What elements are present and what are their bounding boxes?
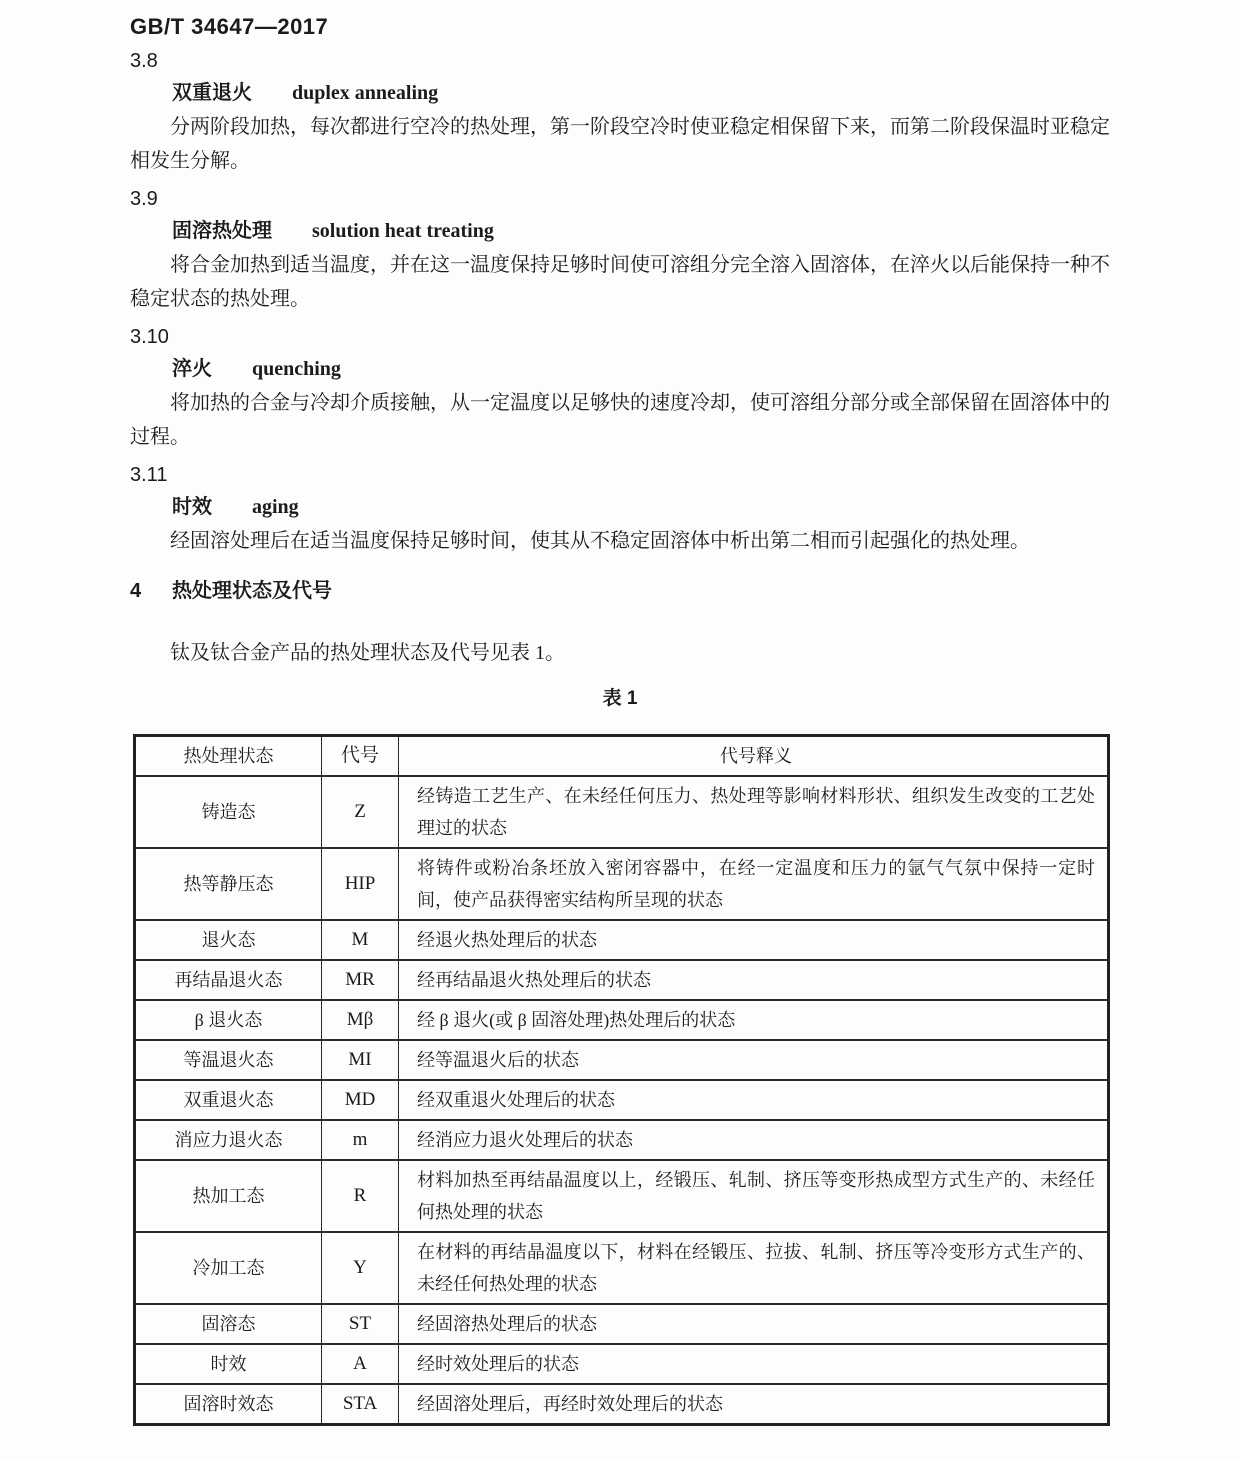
- section-4-heading: [130, 576, 1110, 606]
- cell-meaning: 经退火热处理后的状态: [399, 920, 1109, 960]
- cell-state: 固溶时效态: [135, 1384, 322, 1425]
- term-english: solution heat treating: [312, 220, 494, 242]
- cell-code: m: [322, 1120, 399, 1160]
- cell-code: Mβ: [322, 1000, 399, 1040]
- table-1-caption: 表 1: [602, 688, 638, 709]
- cell-meaning: 经消应力退火处理后的状态: [399, 1120, 1109, 1160]
- term-line: [130, 76, 1110, 110]
- table-header: [135, 736, 1109, 777]
- definition-text: 经固溶处理后在适当温度保持足够时间，使其从不稳定固溶体中析出第二相而引起强化的热处理。: [170, 530, 1030, 552]
- section-number: 4: [130, 580, 142, 602]
- term-line: [130, 490, 1110, 524]
- col-header-state: 热处理状态: [135, 736, 322, 777]
- cell-state: 热等静压态: [135, 848, 322, 920]
- definition-block-3-8: [130, 46, 1110, 178]
- cell-state: 消应力退火态: [135, 1120, 322, 1160]
- definition-text: 将合金加热到适当温度，并在这一温度保持足够时间使可溶组分完全溶入固溶体，在淬火以后能保持一种不稳定状态的热处理。: [130, 254, 1110, 310]
- cell-code: MD: [322, 1080, 399, 1120]
- clause-number: 3.10: [130, 326, 169, 348]
- cell-code: HIP: [322, 848, 399, 920]
- cell-state: 冷加工态: [135, 1232, 322, 1304]
- cell-meaning: 经再结晶退火热处理后的状态: [399, 960, 1109, 1000]
- cell-state: 退火态: [135, 920, 322, 960]
- clause-number: 3.9: [130, 188, 158, 210]
- col-header-meaning: 代号释义: [399, 736, 1109, 777]
- col-header-code: 代号: [322, 736, 399, 777]
- cell-meaning: 经 β 退火(或 β 固溶处理)热处理后的状态: [399, 1000, 1109, 1040]
- cell-state: 固溶态: [135, 1304, 322, 1344]
- term-chinese: 双重退火: [172, 82, 252, 104]
- cell-code: M: [322, 920, 399, 960]
- cell-meaning: 将铸件或粉冶条坯放入密闭容器中，在经一定温度和压力的氩气气氛中保持一定时间，使产品获得密实结构所呈现的状态: [399, 848, 1109, 920]
- clause-number: 3.11: [130, 464, 168, 486]
- definition-text: 分两阶段加热，每次都进行空冷的热处理，第一阶段空冷时使亚稳定相保留下来，而第二阶段保温时亚稳定相发生分解。: [130, 116, 1110, 172]
- cell-code: A: [322, 1344, 399, 1384]
- cell-code: MI: [322, 1040, 399, 1080]
- term-chinese: 时效: [172, 496, 212, 518]
- definition-block-3-10: [130, 322, 1110, 454]
- cell-state: 双重退火态: [135, 1080, 322, 1120]
- table-row: [135, 1120, 1109, 1160]
- term-line: [130, 214, 1110, 248]
- cell-code: MR: [322, 960, 399, 1000]
- term-chinese: 固溶热处理: [172, 220, 272, 242]
- heat-treatment-codes-table: [133, 734, 1110, 1426]
- cell-meaning: 经固溶处理后，再经时效处理后的状态: [399, 1384, 1109, 1425]
- table-row: [135, 848, 1109, 920]
- definition-block-3-11: [130, 460, 1110, 558]
- cell-meaning: 经双重退火处理后的状态: [399, 1080, 1109, 1120]
- table-row: [135, 960, 1109, 1000]
- term-english: quenching: [252, 358, 341, 380]
- section-title: 热处理状态及代号: [172, 580, 332, 602]
- standard-number-header: GB/T 34647—2017: [130, 14, 329, 39]
- definition-block-3-9: [130, 184, 1110, 316]
- cell-state: 热加工态: [135, 1160, 322, 1232]
- table-row: [135, 1160, 1109, 1232]
- table-row: [135, 1080, 1109, 1120]
- cell-state: 等温退火态: [135, 1040, 322, 1080]
- cell-meaning: 材料加热至再结晶温度以上，经锻压、轧制、挤压等变形热成型方式生产的、未经任何热处理的状态: [399, 1160, 1109, 1232]
- cell-meaning: 经固溶热处理后的状态: [399, 1304, 1109, 1344]
- term-chinese: 淬火: [172, 358, 212, 380]
- table-row: [135, 920, 1109, 960]
- table-row: [135, 1232, 1109, 1304]
- table-row: [135, 1000, 1109, 1040]
- cell-state: 再结晶退火态: [135, 960, 322, 1000]
- term-line: [130, 352, 1110, 386]
- definition-text: 将加热的合金与冷却介质接触，从一定温度以足够快的速度冷却，使可溶组分部分或全部保留在固溶体中的过程。: [130, 392, 1110, 448]
- cell-code: R: [322, 1160, 399, 1232]
- cell-code: Y: [322, 1232, 399, 1304]
- cell-meaning: 经时效处理后的状态: [399, 1344, 1109, 1384]
- cell-state: 时效: [135, 1344, 322, 1384]
- table-row: [135, 1304, 1109, 1344]
- cell-code: ST: [322, 1304, 399, 1344]
- cell-code: Z: [322, 776, 399, 848]
- section-4-intro: 钛及钛合金产品的热处理状态及代号见表 1。: [170, 642, 565, 664]
- cell-meaning: 经等温退火后的状态: [399, 1040, 1109, 1080]
- table-row: [135, 1040, 1109, 1080]
- cell-code: STA: [322, 1384, 399, 1425]
- clause-number: 3.8: [130, 50, 158, 72]
- table-row: [135, 1344, 1109, 1384]
- term-english: duplex annealing: [292, 82, 439, 104]
- table-row: [135, 776, 1109, 848]
- table-row: [135, 1384, 1109, 1425]
- table-header-row: [135, 736, 1109, 777]
- cell-meaning: 在材料的再结晶温度以下，材料在经锻压、拉拔、轧制、挤压等冷变形方式生产的、未经任何热处理的状态: [399, 1232, 1109, 1304]
- cell-meaning: 经铸造工艺生产、在未经任何压力、热处理等影响材料形状、组织发生改变的工艺处理过的状态: [399, 776, 1109, 848]
- cell-state: 铸造态: [135, 776, 322, 848]
- cell-state: β 退火态: [135, 1000, 322, 1040]
- term-english: aging: [252, 496, 299, 518]
